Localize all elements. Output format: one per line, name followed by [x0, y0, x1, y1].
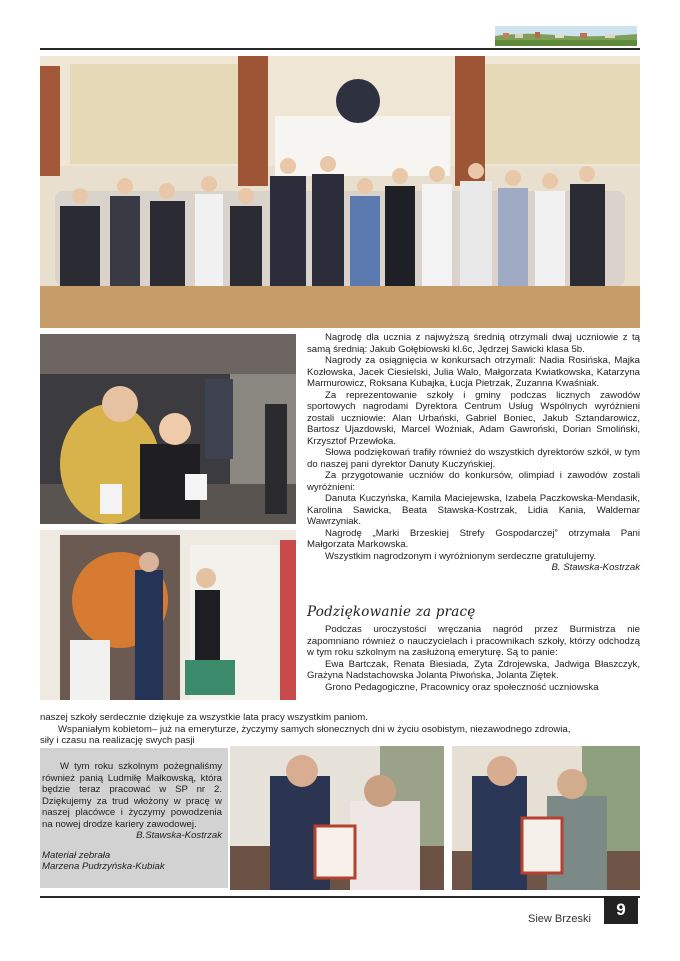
- paragraph: Słowa podziękowań trafiły również do wszystkich dyrektorów szkół, w tym do naszej pani dyrektor Danuty Kuczyńskiej.: [307, 447, 640, 470]
- paragraph: Podczas uroczystości wręczania nagród przez Burmistrza nie zapomniano również o nauczycielach i pracownikach szkoły, którzy odchodzą w tym roku szkolnym na zasłużoną emeryturę. Są to panie:: [307, 624, 640, 658]
- text-line: Wspaniałym kobietom– już na emeryturze, życzymy samych słonecznych dni w życiu osobistym, niezawodnego zdrowia,: [58, 723, 571, 735]
- paragraph: Nagrodę dla ucznia z najwyższą średnią otrzymali dwaj uczniowie z tą samą średnią: Jakub Gołębiowski kl.6c, Jędrzej Sawicki klasa 5b.: [307, 332, 640, 355]
- photo-students-exhibition: [40, 334, 296, 524]
- signature: B. Stawska-Kostrzak: [551, 562, 640, 573]
- paragraph: Za reprezentowanie szkoły i gminy podczas licznych zawodów sportowych nagrodami Dyrektora Centrum Usług Wspólnych wyróżnieni zostali uczniowie: Alan Urbański, Gabriel Boniec, Jakub Sztandarowicz, Bartosz Ujazdowski, Marcel Woźniak, Adam Gawroński, Dorian Smoliński, Krzysztof Przewłoka.: [307, 389, 640, 447]
- header-landscape-thumbnail: [495, 26, 637, 46]
- paragraph: W tym roku szkolnym pożegnaliśmy również panią Ludmiłę Małkowską, która będzie teraz pracować w SP nr 2. Dziękujemy za trud włożony w pracę w naszej placówce i życzymy powodzenia na nowej drodze kariery zawodowej.: [42, 761, 222, 830]
- page-number: 9: [604, 896, 638, 924]
- paragraph: Wszystkim nagrodzonym i wyróżnionym serdeczne gratulujemy.: [325, 550, 597, 562]
- paragraph: Nagrodę „Marki Brzeskiej Strefy Gospodarczej” otrzymała Pani Małgorzata Markowska.: [307, 527, 640, 550]
- paragraph: Nagrody za osiągnięcia w konkursach otrzymali: Nadia Rosińska, Majka Kozłowska, Jacek Ciesielski, Julia Walo, Małgorzata Kwiatkowska, Katarzyna Marmurowicz, Roksana Kubajka, Łucja Pietrzak, Zuzanna Kwaśniak.: [307, 355, 640, 389]
- paragraph: Grono Pedagogiczne, Pracownicy oraz społeczność uczniowska: [325, 681, 599, 693]
- section-heading: Podziękowanie za pracę: [307, 604, 476, 620]
- text-line: naszej szkoły serdecznie dziękuje za wszystkie lata pracy wszystkim paniom.: [40, 712, 368, 723]
- article-text-top: [307, 332, 640, 574]
- paragraph: Danuta Kuczyńska, Kamila Maciejewska, Izabela Paczkowska-Mendasik, Karolina Sawicka, Beata Stawska-Kostrzak, Lidia Kania, Waldemar Wawrzyniak.: [307, 493, 640, 527]
- credit-label: Materiał zebrała: [42, 849, 111, 861]
- photo-award-handover: [40, 530, 296, 700]
- group-photo-award-ceremony: [40, 56, 640, 328]
- footer-rule: [40, 896, 640, 898]
- article-text-thanks: [307, 624, 640, 693]
- publication-name: Siew Brzeski: [528, 913, 591, 925]
- photo-certificate-handover-1: [230, 746, 444, 890]
- header-rule: [40, 48, 640, 50]
- farewell-note-text: [42, 761, 222, 873]
- photo-certificate-handover-2: [452, 746, 640, 890]
- credit-author: Marzena Pudrzyńska-Kubiak: [42, 861, 165, 872]
- signature: B.Stawska-Kostrzak: [136, 830, 222, 841]
- text-line: siły i czasu na realizację swych pasji: [40, 735, 195, 746]
- paragraph: Za przygotowanie uczniów do konkursów, olimpiad i zawodów zostali wyróżnieni:: [307, 470, 640, 493]
- paragraph: Ewa Bartczak, Renata Biesiada, Zyta Zdrojewska, Jadwiga Błaszczyk, Grażyna Nadstachowska Jolanta Piwońska, Jolanta Ziętek.: [307, 658, 640, 681]
